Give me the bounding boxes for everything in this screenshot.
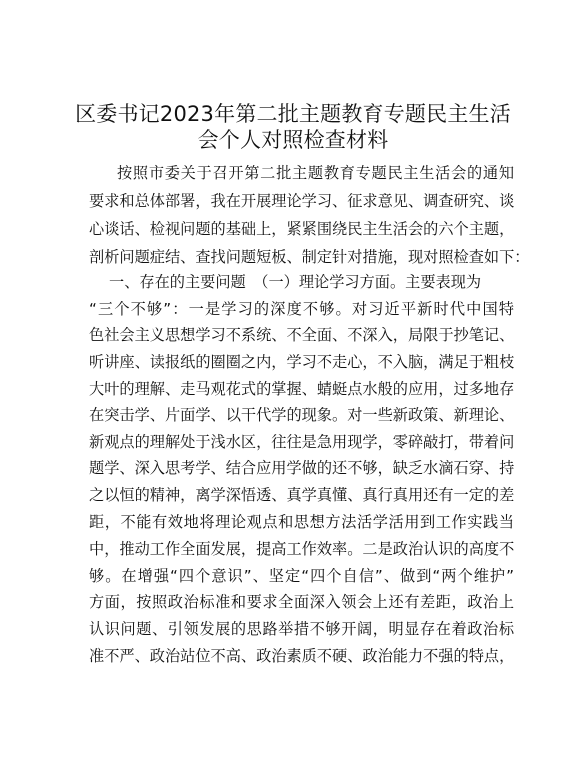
paragraph-line: 距，不能有效地将理论观点和思想方法活学活用到工作实践当 [89, 513, 514, 531]
paragraph-line: 按照市委关于召开第二批主题教育专题民主生活会的通知 [117, 164, 514, 182]
document-title-line-2: 会个人对照检查材料 [197, 128, 389, 152]
paragraph-line: 新观点的理解处于浅水区，往往是急用现学，零碎敲打，带着问 [89, 433, 515, 451]
paragraph-line: 准不严、政治站位不高、政治素质不硬、政治能力不强的特点， [89, 647, 515, 665]
paragraph-line: 题学、深入思考学、结合应用学做的还不够，缺乏水滴石穿、持 [89, 459, 515, 477]
paragraph-line: 要求和总体部署，我在开展理论学习、征求意见、调查研究、谈 [89, 192, 515, 210]
paragraph-line: 听讲座、读报纸的圈圈之内，学习不走心，不入脑，满足于粗枝 [89, 353, 515, 371]
paragraph-line: 之以恒的精神，离学深悟透、真学真懂、真行真用还有一定的差 [89, 486, 515, 504]
paragraph-line: 中，推动工作全面发展，提高工作效率。二是政治认识的高度不 [89, 540, 515, 558]
paragraph-line: 在突击学、片面学、以干代学的现象。对一些新政策、新理论、 [89, 406, 515, 424]
paragraph-line: “三个不够”：一是学习的深度不够。对习近平新时代中国特 [89, 300, 514, 318]
document-title-line-1: 区委书记2023年第二批主题教育专题民主生活 [75, 102, 511, 126]
paragraph-line: 剖析问题症结、查找问题短板、制定针对措施，现对照检查如下： [89, 248, 530, 266]
paragraph-line: 方面，按照政治标准和要求全面深入领会上还有差距，政治上 [89, 593, 514, 611]
paragraph-line: 色社会主义思想学习不系统、不全面、不深入，局限于抄笔记、 [89, 326, 515, 344]
paragraph-line: 大叶的理解、走马观花式的掌握、蜻蜓点水般的应用，过多地存 [89, 380, 515, 398]
paragraph-line: 心谈话、检视问题的基础上，紧紧围绕民主生活会的六个主题， [89, 220, 515, 238]
section-heading-line: 一、存在的主要问题 （一）理论学习方面。主要表现为 [109, 273, 482, 291]
paragraph-line: 认识问题、引领发展的思路举措不够开阔，明显存在着政治标 [89, 620, 514, 638]
paragraph-line: 够。在增强“四个意识”、坚定“四个自信”、做到“两个维护” [89, 567, 514, 585]
